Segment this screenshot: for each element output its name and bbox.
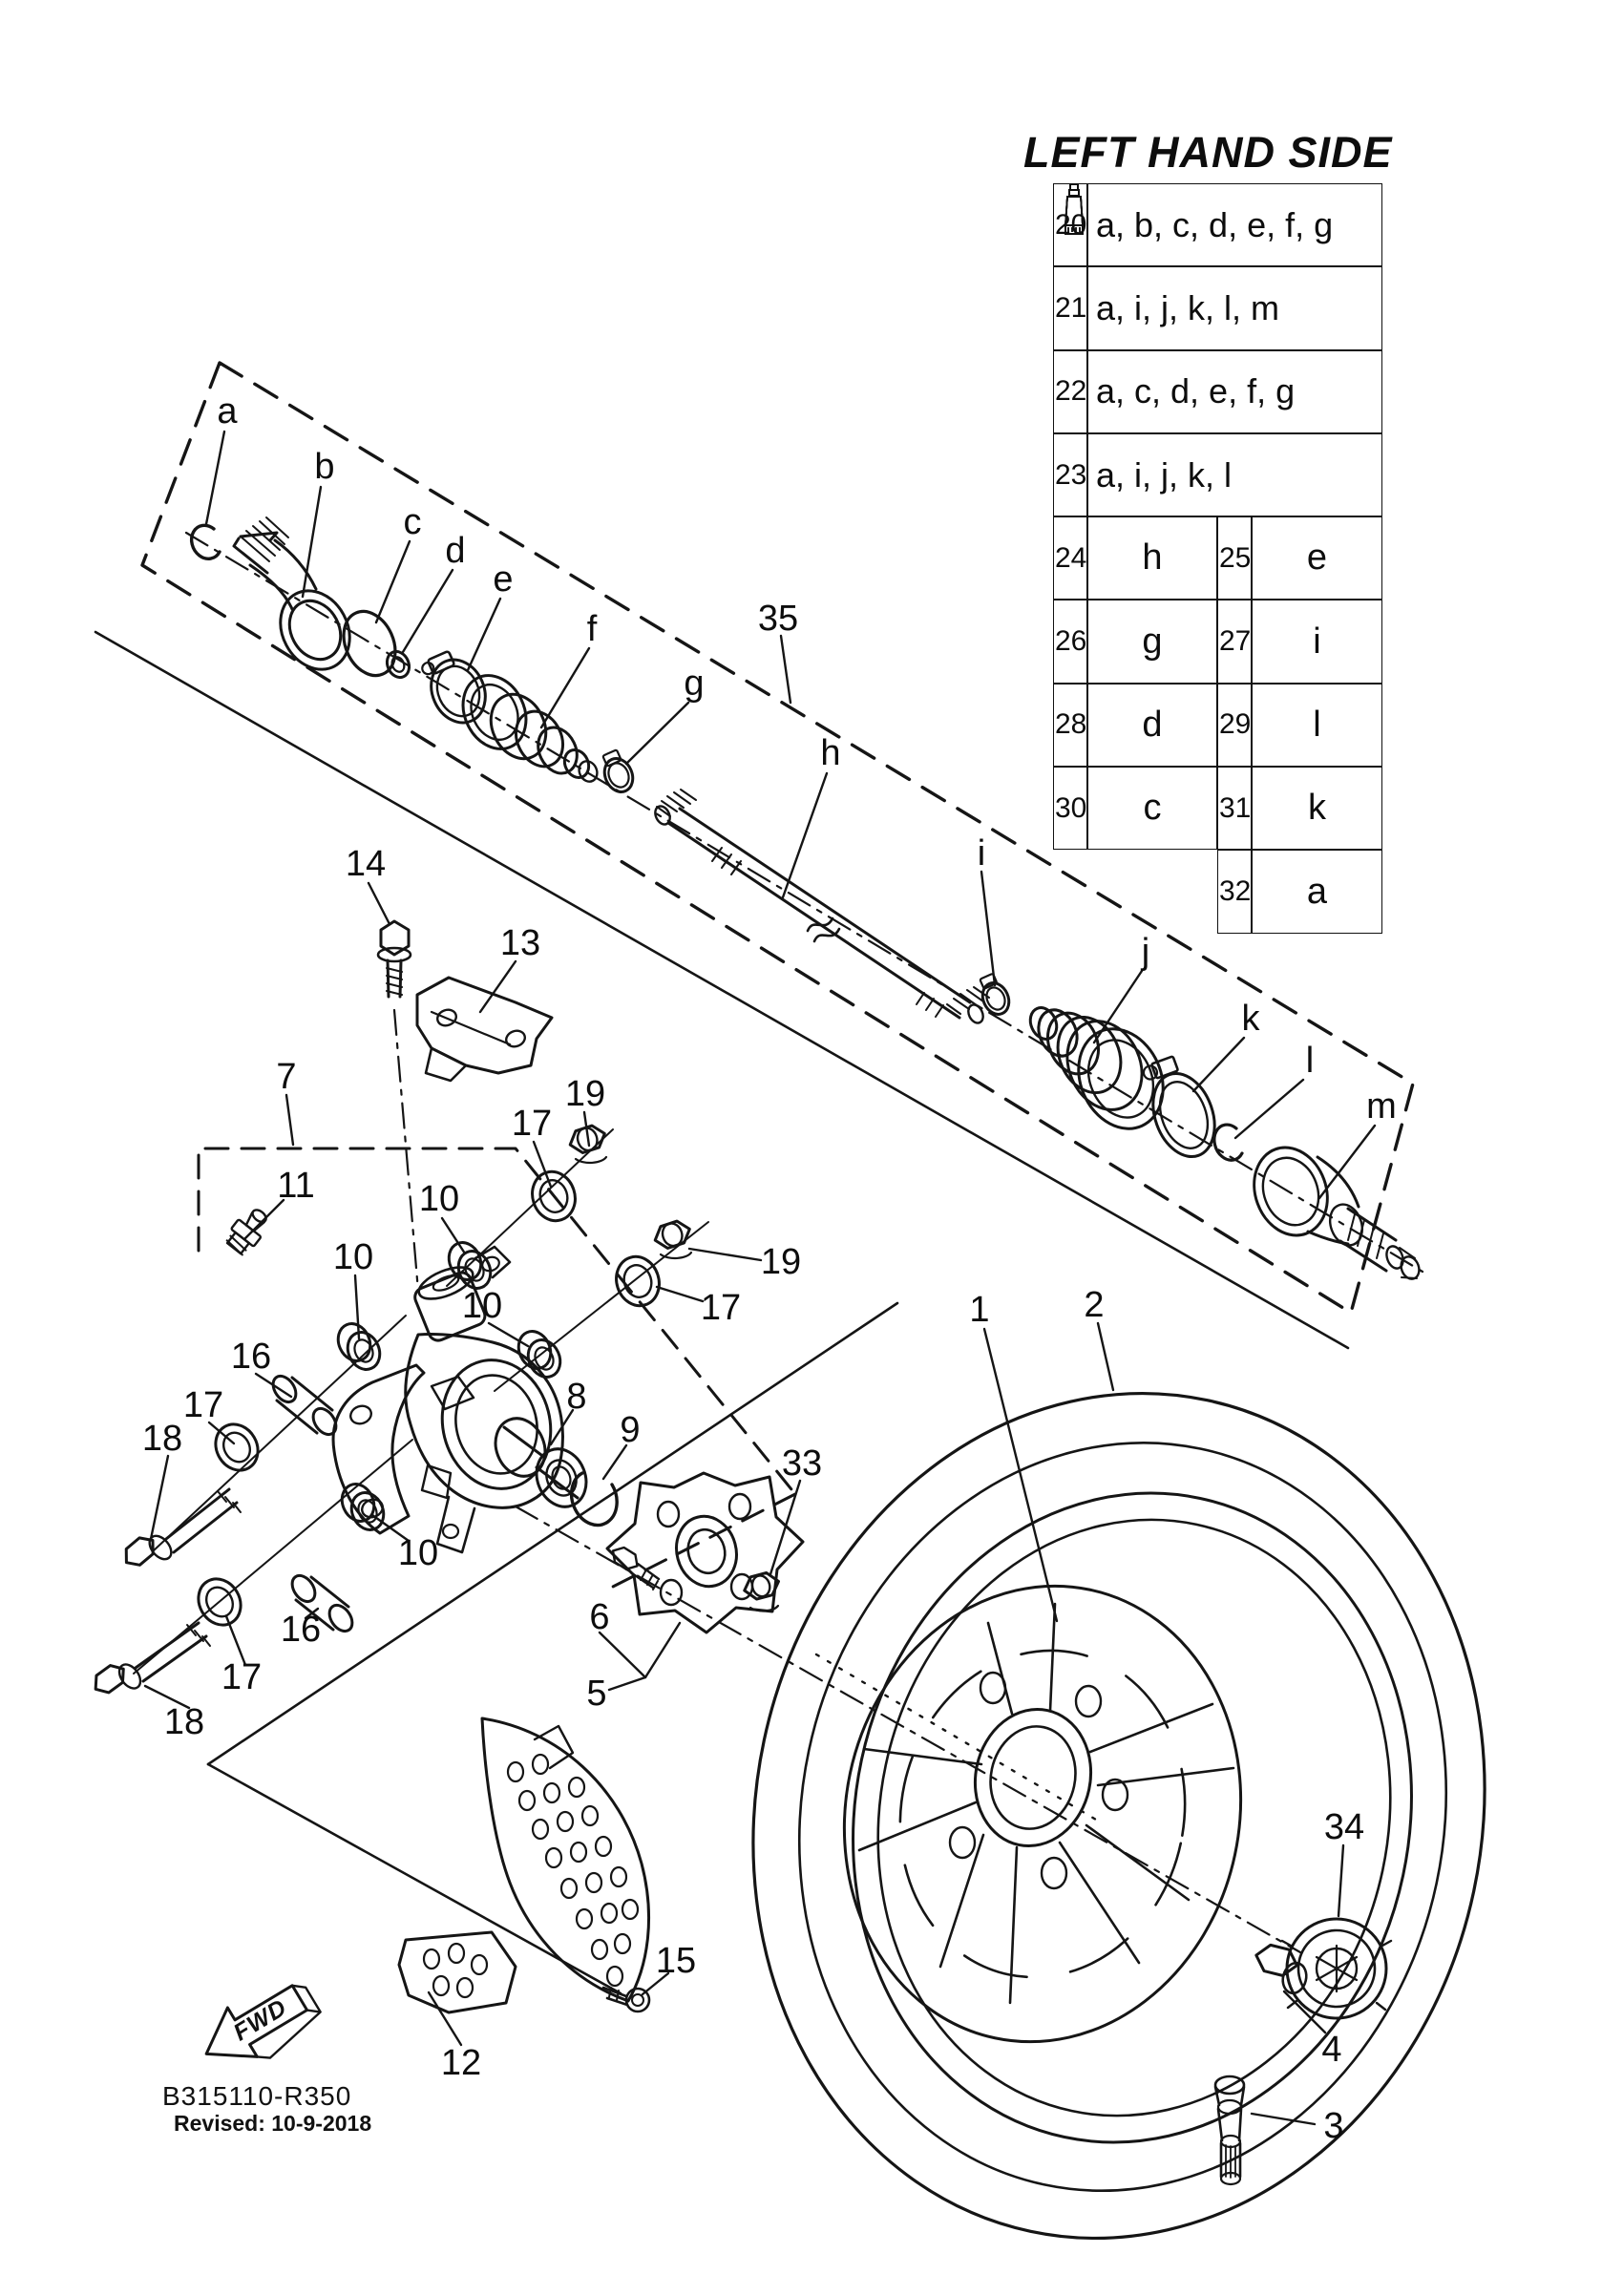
callout-10: 10 [418,1179,460,1219]
row-letter: g [1087,600,1217,683]
row-items: a, c, d, e, f, g [1096,371,1296,411]
callout-5: 5 [586,1674,607,1714]
boot-clamp-k [1142,1056,1226,1165]
row-number: 27 [1217,600,1252,683]
row-items: a, i, j, k, l [1096,454,1233,495]
callout-17: 17 [182,1385,224,1425]
callout-18: 18 [141,1419,183,1459]
callout-15: 15 [655,1941,697,1981]
row-number: 29 [1217,684,1252,767]
fwd-arrow-label: FWD [228,1993,292,2047]
row-number: 20 [1053,183,1087,266]
row-letter: i [1252,600,1382,683]
bolts-18 [90,1489,241,1697]
disc-guard-12 [399,1718,649,2012]
row-number: 31 [1217,767,1252,850]
table-row [1053,850,1382,933]
table-row [1053,433,1382,516]
row-letter: c [1087,767,1217,850]
callout-33: 33 [781,1443,823,1484]
callout-19: 19 [760,1242,802,1282]
grease-fitting-11 [222,1204,273,1257]
callout-10: 10 [332,1237,374,1277]
table-row [1053,684,1382,767]
callout-19: 19 [564,1074,606,1114]
table-row [1053,183,1382,266]
row-number: 24 [1053,516,1087,600]
page-title: LEFT HAND SIDE [1023,128,1393,177]
row-number: 21 [1053,266,1087,349]
row-number: 32 [1217,850,1252,933]
callout-d: d [445,531,466,571]
callout-m: m [1366,1086,1397,1127]
callout-17: 17 [700,1288,742,1328]
guard-bolt-15 [603,1988,649,2012]
callout-8: 8 [566,1377,587,1417]
row-letter: d [1087,684,1217,767]
parts-reference-table [1053,183,1382,934]
callout-14: 14 [345,844,387,884]
lug-nut-4 [1253,1942,1309,1995]
callout-l: l [1305,1041,1315,1081]
table-row [1053,600,1382,683]
row-number: 30 [1053,767,1087,850]
axle-shaft-h [652,790,989,1025]
table-row [1053,767,1382,850]
row-letter: a [1252,850,1382,933]
callout-4: 4 [1321,2030,1342,2070]
flange-bolt-14 [378,921,411,997]
callout-k: k [1241,999,1260,1039]
row-items: a, b, c, d, e, f, g [1096,204,1334,244]
callout-e: e [493,559,514,600]
boot-clamp-e [420,651,495,731]
callout-c: c [403,502,422,542]
callout-h: h [820,733,841,773]
callout-18: 18 [163,1702,205,1742]
grease-tube-icon [1063,183,1086,237]
hidden-axis-dotted [816,1654,1096,1820]
nuts-19 [566,1123,693,1258]
row-number: 28 [1053,684,1087,767]
callout-16: 16 [280,1610,322,1650]
callout-1: 1 [969,1290,990,1330]
row-number: 25 [1217,516,1252,600]
callout-34: 34 [1323,1807,1365,1847]
snap-ring-l [1214,1125,1242,1160]
callout-j: j [1141,932,1150,972]
callout-17: 17 [221,1657,263,1697]
callout-a: a [217,391,238,432]
callout-10: 10 [397,1533,439,1573]
bracket-13 [417,978,552,1081]
row-number: 23 [1053,433,1087,516]
row-number: 22 [1053,350,1087,433]
row-letter: e [1252,516,1382,600]
outer-cv-joint-m [1242,1137,1422,1281]
row-letter: l [1252,684,1382,767]
callout-16: 16 [230,1337,272,1377]
snap-ring-a [192,525,220,558]
callout-7: 7 [276,1057,297,1097]
callout-17: 17 [511,1104,553,1144]
revision-date: Revised: 10-9-2018 [174,2111,372,2136]
callout-g: g [684,664,705,704]
row-items: a, i, j, k, l, m [1096,287,1280,327]
steering-knuckle-body [333,1247,564,1552]
callout-12: 12 [440,2043,482,2083]
row-number: 26 [1053,600,1087,683]
callout-10: 10 [461,1286,503,1326]
center-cap-34 [1282,1919,1391,2018]
table-row [1053,516,1382,600]
callout-i: i [977,833,986,874]
table-row [1053,350,1382,433]
callout-9: 9 [620,1410,641,1450]
callout-11: 11 [277,1166,315,1206]
callout-6: 6 [589,1597,610,1637]
table-row [1053,266,1382,349]
callout-f: f [586,609,598,649]
callout-2: 2 [1084,1285,1105,1325]
row-letter: h [1087,516,1217,600]
knuckle-boundary-dashed [199,1148,795,1588]
callout-13: 13 [499,923,541,963]
callout-3: 3 [1323,2106,1344,2146]
drawing-number: B315110-R350 [162,2081,352,2111]
callout-35: 35 [757,599,799,639]
bearing-8 [487,1411,595,1514]
row-letter: k [1252,767,1382,850]
callout-b: b [314,447,335,487]
